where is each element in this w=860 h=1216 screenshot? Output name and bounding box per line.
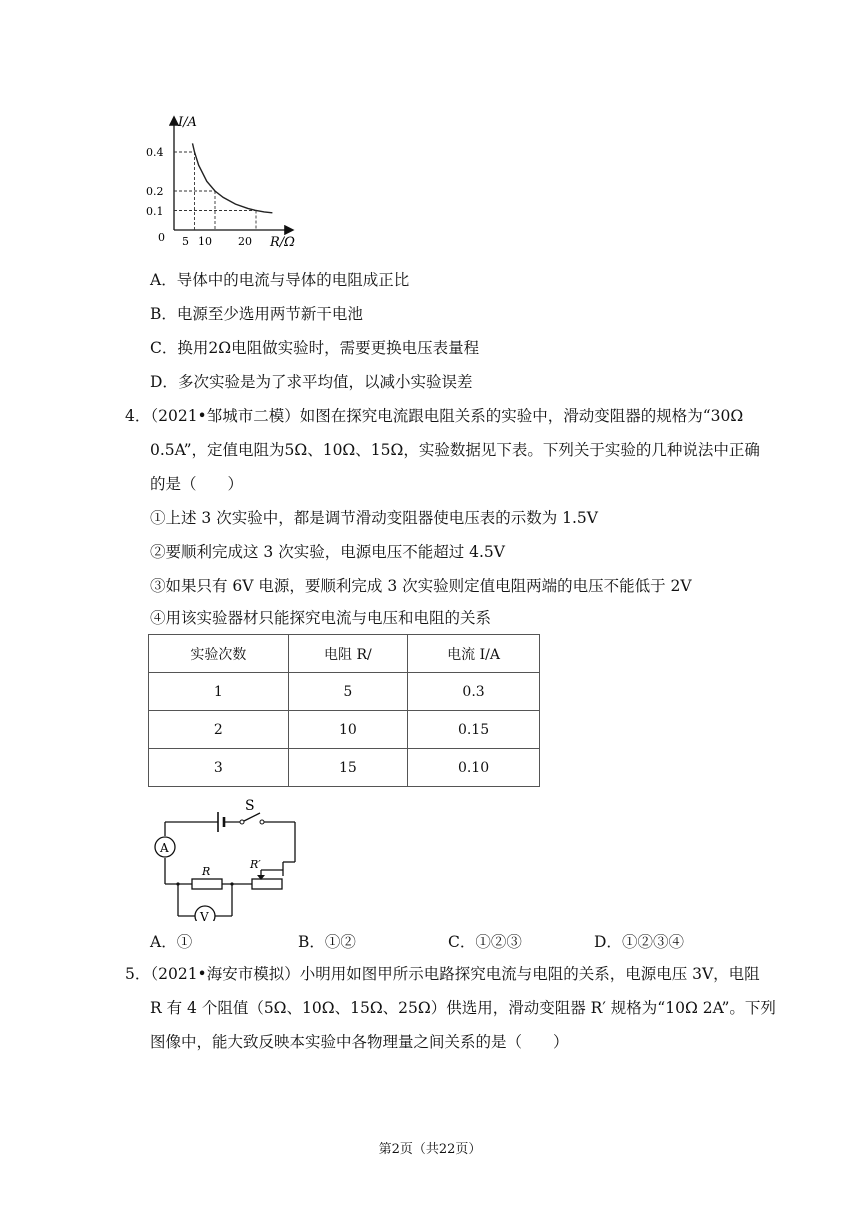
q4-statement-4: ④用该实验器材只能探究电流与电压和电阻的关系 — [150, 609, 492, 627]
q4-option-a: A．① — [150, 933, 193, 951]
resistor-label: R — [202, 865, 211, 878]
table-cell: 15 — [288, 749, 407, 787]
table-header-cell: 电流 I/A — [408, 635, 540, 673]
q5-stem-line-2: R 有 4 个阻值（5Ω、10Ω、15Ω、25Ω）供选用，滑动变阻器 R′ 规格为“10Ω 2A”。下列 — [150, 999, 776, 1017]
x-axis-label: R/Ω — [270, 235, 295, 248]
q4-option-c: C．①②③ — [448, 933, 522, 951]
q3-option-d: D．多次实验是为了求平均值，以减小实验误差 — [150, 373, 473, 391]
table-row — [149, 673, 540, 711]
q4-statement-1: ①上述 3 次实验中，都是调节滑动变阻器使电压表的示数为 1.5V — [150, 509, 598, 527]
table-cell: 0.3 — [408, 673, 540, 711]
table-header-row — [149, 635, 540, 673]
q5-stem-line-3: 图像中，能大致反映本实验中各物理量之间关系的是（ ） — [150, 1033, 569, 1051]
table-header-cell: 实验次数 — [149, 635, 289, 673]
table-cell: 0.10 — [408, 749, 540, 787]
switch-label: S — [245, 798, 255, 814]
x-tick-label: 5 — [182, 235, 189, 248]
q4-option-d: D．①②③④ — [594, 933, 684, 951]
page-footer: 第2页（共22页） — [378, 1142, 482, 1157]
table-row — [149, 749, 540, 787]
y-axis-label: I/A — [178, 115, 197, 130]
table-row — [149, 711, 540, 749]
x-tick-label: 20 — [238, 235, 252, 248]
table-cell: 1 — [149, 673, 289, 711]
q4-option-b: B．①② — [298, 933, 356, 951]
ammeter-label: A — [160, 841, 169, 855]
q3-option-c: C．换用2Ω电阻做实验时，需要更换电压表量程 — [150, 339, 480, 357]
table-cell: 10 — [288, 711, 407, 749]
circuit-diagram — [150, 796, 300, 921]
table-header-cell: 电阻 R/ — [288, 635, 407, 673]
table-cell: 3 — [149, 749, 289, 787]
y-tick-label: 0.4 — [146, 146, 164, 159]
origin-label: 0 — [158, 231, 165, 244]
q4-statement-2: ②要顺利完成这 3 次实验，电源电压不能超过 4.5V — [150, 543, 505, 561]
q4-stem-line-2: 0.5A”，定值电阻为5Ω、10Ω、15Ω，实验数据见下表。下列关于实验的几种说法中正确 — [150, 441, 760, 459]
y-tick-label: 0.1 — [146, 205, 164, 218]
current-resistance-graph — [140, 108, 310, 248]
x-tick-label: 10 — [198, 235, 212, 248]
rheostat-label: R′ — [250, 858, 261, 871]
q3-option-b: B．电源至少选用两节新干电池 — [150, 305, 363, 323]
q4-stem-line-1: 4．（2021•邹城市二模）如图在探究电流跟电阻关系的实验中，滑动变阻器的规格为“30Ω — [125, 407, 744, 425]
q3-option-a: A．导体中的电流与导体的电阻成正比 — [150, 271, 410, 289]
voltmeter-label: V — [200, 910, 209, 921]
series-curve — [193, 143, 273, 212]
table-cell: 5 — [288, 673, 407, 711]
q4-statement-3: ③如果只有 6V 电源，要顺利完成 3 次实验则定值电阻两端的电压不能低于 2V — [150, 577, 692, 595]
y-tick-label: 0.2 — [146, 185, 164, 198]
table-cell: 0.15 — [408, 711, 540, 749]
q4-stem-line-3: 的是（ ） — [150, 475, 244, 493]
experiment-data-table — [148, 634, 540, 787]
q5-stem-line-1: 5．（2021•海安市模拟）小明用如图甲所示电路探究电流与电阻的关系，电源电压 3V，电阻 — [125, 965, 760, 983]
table-cell: 2 — [149, 711, 289, 749]
